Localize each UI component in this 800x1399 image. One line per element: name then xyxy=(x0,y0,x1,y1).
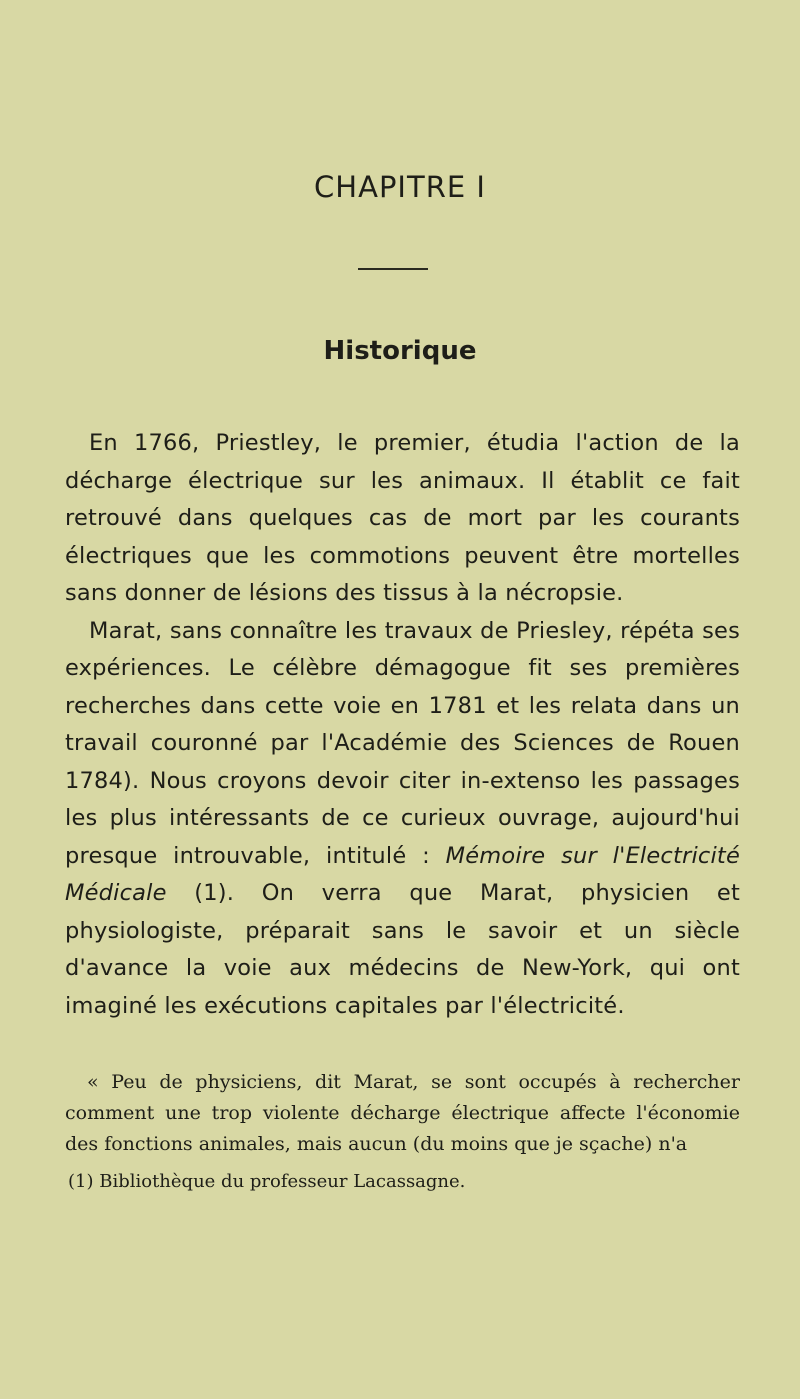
paragraph-2-start: Marat, sans connaître les travaux de Priesley, répéta ses expériences. Le célèbre démagogue fit ses premières recherches dans cette voie en 1781 et les relata dans un travail couronné par l'Académie des Sciences de Rouen 1784). Nous croyons devoir citer in-extenso les passages les plus intéressants de ce curieux ouvrage, aujourd'hui presque introuvable, intitulé : xyxy=(65,617,740,869)
book-title-italic: Mémoire sur l'Electricité Médicale xyxy=(65,842,740,906)
paragraph-1: En 1766, Priestley, le premier, étudia l'action de la décharge électrique sur les animaux. Il établit ce fait retrouvé dans quelques cas de mort par les courants électriques que les commotions peuvent être mortelles sans donner de lésions des tissus à la nécropsie. xyxy=(65,430,740,606)
paragraph-2 xyxy=(65,613,740,1026)
heading-divider xyxy=(358,268,428,270)
section-title: Historique xyxy=(323,336,477,366)
footnote: (1) Bibliothèque du professeur Lacassagne. xyxy=(68,1171,466,1192)
chapter-heading: CHAPITRE I xyxy=(314,170,486,204)
body-text xyxy=(65,425,740,1025)
quotation: « Peu de physiciens, dit Marat, se sont occupés à rechercher comment une trop violente décharge électrique affecte l'économie des fonctions animales, mais aucun (du moins que je sçache) n'a xyxy=(65,1071,740,1155)
paragraph-2-end: (1). On verra que Marat, physicien et physiologiste, préparait sans le savoir et un siècle d'avance la voie aux médecins de New-York, qui ont imaginé les exécutions capitales par l'électricité. xyxy=(65,880,740,1019)
